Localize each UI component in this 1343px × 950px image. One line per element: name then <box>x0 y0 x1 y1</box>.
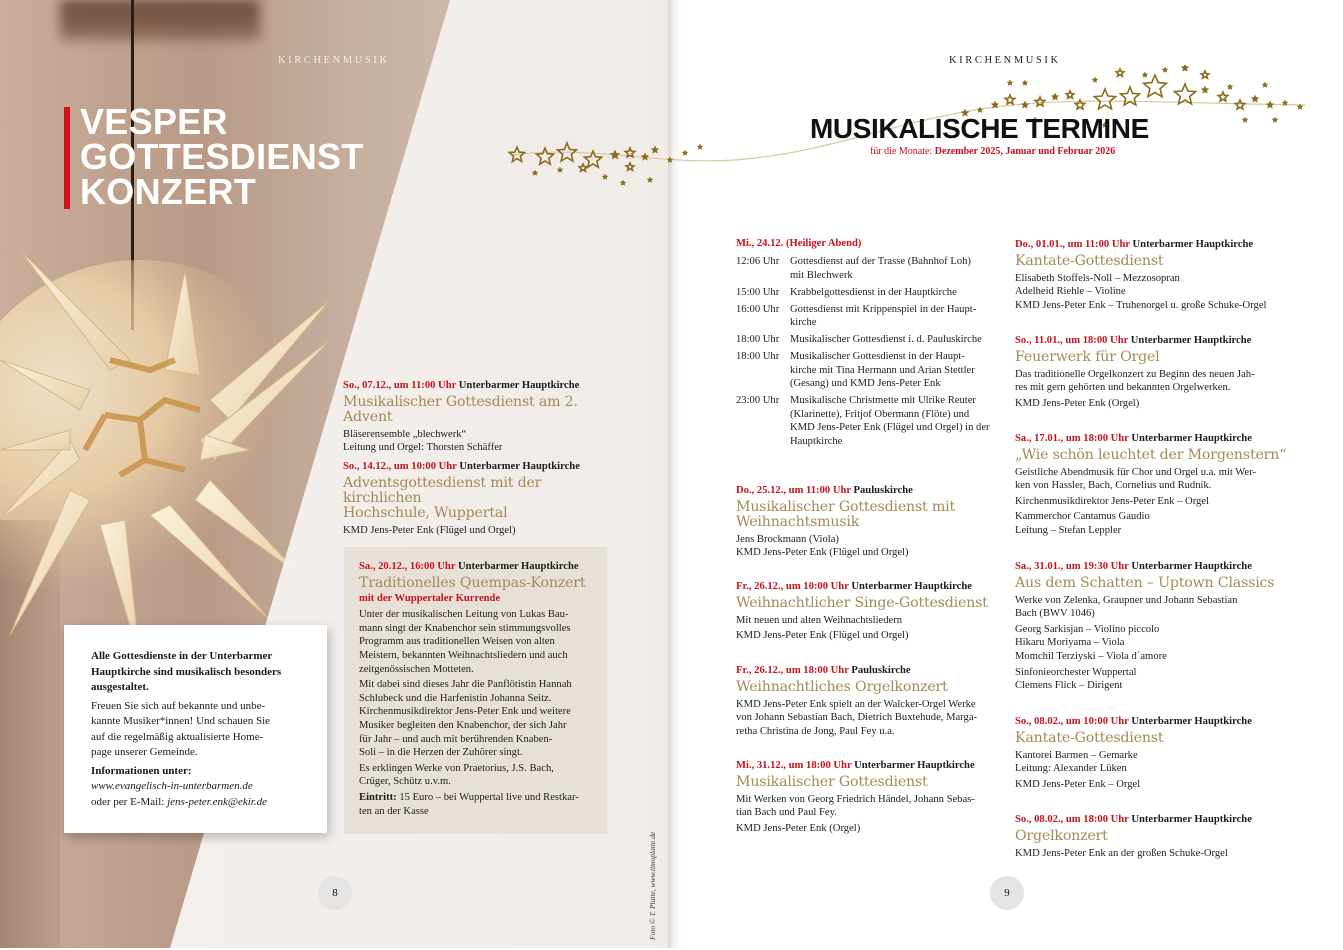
event-entry-price: Eintritt: 15 Euro – bei Wuppertal live und Restkar- ten an der Kasse <box>359 791 579 817</box>
event-entry <box>736 580 1011 643</box>
schedule-description: Musikalischer Gottesdienst in der Haupt- kirche mit Tina Hermann und Arian Stettler (Gesang) und KMD Jens-Peter Enk <box>790 351 975 389</box>
star-icon <box>557 167 563 172</box>
page-number: 8 <box>318 876 352 910</box>
star-icon <box>697 144 703 149</box>
schedule-description: Krabbelgottesdienst in der Hauptkirche <box>790 286 957 298</box>
page-subtitle: für die Monate: Dezember 2025, Januar und Februar 2026 <box>870 146 1116 157</box>
schedule-row <box>736 303 1006 330</box>
event-date: So., 11.01., um 18:00 Uhr <box>1015 335 1129 346</box>
event-location: Unterbarmer Hauptkirche <box>1131 433 1252 444</box>
star-icon <box>1181 65 1189 71</box>
event-detail: Elisabeth Stoffels-Noll – Mezzosopran Adelheid Riehle – Violine KMD Jens-Peter Enk – Truhenorgel u. große Schuke-Orgel <box>1015 272 1267 311</box>
hero-title-line: KONZERT <box>80 171 257 212</box>
event-title: Aus dem Schatten – Uptown Classics <box>1015 574 1275 591</box>
event-detail: Bläserensemble „blechwerk“ <box>343 428 467 440</box>
event-title: Feuerwerk für Orgel <box>1015 348 1160 365</box>
event-detail: Leitung und Orgel: Thorsten Schäffer <box>343 442 503 454</box>
event-detail: Werke von Zelenka, Graupner und Johann Sebastian Bach (BWV 1046) <box>1015 594 1238 620</box>
star-icon <box>647 177 653 182</box>
event-location: Unterbarmer Hauptkirche <box>458 380 580 391</box>
photo-credit: Foto © T. Platte, www.timoplatte.de <box>648 831 657 940</box>
event-title: Musikalischer Gottesdienst mit Weihnachtsmusik <box>736 498 955 530</box>
event-detail: Mit Werken von Georg Friedrich Händel, Johann Sebas- tian Bach und Paul Fey. <box>736 793 975 819</box>
event-location: Unterbarmer Hauptkirche <box>1131 814 1252 825</box>
schedule-row <box>736 394 1006 448</box>
star-icon <box>1092 77 1098 82</box>
event-detail: KMD Jens-Peter Enk (Flügel und Orgel) <box>343 524 516 536</box>
section-kicker: KIRCHENMUSIK <box>278 55 390 66</box>
event-detail: KMD Jens-Peter Enk (Orgel) <box>1015 397 1140 409</box>
event-location: Unterbarmer Hauptkirche <box>1131 561 1252 572</box>
event-location: Pauluskirche <box>853 485 913 496</box>
star-icon <box>602 174 608 179</box>
event-title: Weihnachtlicher Singe-Gottesdienst <box>736 594 988 611</box>
star-icon <box>1144 75 1167 97</box>
schedule-row <box>736 333 1006 347</box>
event-detail: KMD Jens-Peter Enk (Flügel und Orgel) <box>736 630 909 642</box>
star-icon <box>1142 72 1148 77</box>
star-icon <box>1201 86 1209 93</box>
event-date: So., 08.02., um 10:00 Uhr <box>1015 716 1129 727</box>
section-kicker: KIRCHENMUSIK <box>949 55 1061 66</box>
event-entry-featured <box>359 560 604 818</box>
star-icon <box>1035 97 1045 106</box>
event-detail: KMD Jens-Peter Enk an der großen Schuke-Orgel <box>1015 847 1228 859</box>
event-entry <box>1015 334 1305 410</box>
event-location: Unterbarmer Hauptkirche <box>854 760 975 771</box>
event-detail: KMD Jens-Peter Enk – Orgel <box>1015 778 1141 790</box>
schedule-description: Gottesdienst mit Krippenspiel in der Haupt- kirche <box>790 303 977 328</box>
event-title: Kantate-Gottesdienst <box>1015 252 1164 269</box>
info-box: Alle Gottesdienste in der Unterbarmer Hauptkirche sind musikalisch besonders ausgestaltet. Freuen Sie sich auf bekannte und unbe- kannte Musiker*innen! Und schauen Sie auf die regelmäßig aktualisierte Home- page unserer Gemeinde. Informationen unter: www.evangelisch-in-unterbarmen.de oder per E-Mail: jens-peter.enk@ekir.de <box>64 625 327 833</box>
christmas-eve-schedule <box>736 255 1006 452</box>
event-location: Unterbarmer Hauptkirche <box>458 561 579 572</box>
event-entry <box>1015 715 1305 791</box>
event-date: Sa., 17.01., um 18:00 Uhr <box>1015 433 1129 444</box>
star-icon <box>1121 87 1140 105</box>
event-date: Sa., 20.12., 16:00 Uhr <box>359 561 456 572</box>
event-title: Musikalischer Gottesdienst <box>736 773 928 790</box>
star-icon <box>1218 92 1228 101</box>
hero-title-line: GOTTESDIENST <box>80 136 364 177</box>
star-icon <box>1005 95 1015 104</box>
star-icon <box>1262 82 1268 87</box>
event-subtitle: mit der Wuppertaler Kurrende <box>359 592 501 604</box>
event-detail: KMD Jens-Peter Enk (Orgel) <box>736 822 861 834</box>
event-date: So., 07.12., um 11:00 Uhr <box>343 380 457 391</box>
event-detail: Jens Brockmann (Viola) KMD Jens-Peter Enk (Flügel und Orgel) <box>736 533 909 559</box>
event-detail: Kantorei Barmen – Gemarke Leitung: Alexander Lüken <box>1015 749 1138 775</box>
event-date: Mi., 31.12., um 18:00 Uhr <box>736 760 852 771</box>
schedule-time: 15:00 Uhr <box>736 286 780 298</box>
event-location: Unterbarmer Hauptkirche <box>1130 335 1252 346</box>
event-entry <box>343 379 613 455</box>
event-entry <box>343 460 613 537</box>
star-icon <box>610 150 620 159</box>
star-icon <box>1227 84 1233 89</box>
star-icon <box>1272 117 1278 122</box>
info-label: Informationen unter: <box>91 764 192 777</box>
star-icon <box>1162 67 1168 72</box>
event-entry <box>736 484 1011 560</box>
star-icon <box>641 153 649 160</box>
event-location: Unterbarmer Hauptkirche <box>459 461 580 472</box>
schedule-time: 16:00 Uhr <box>736 303 780 315</box>
schedule-time: 18:00 Uhr <box>736 334 780 345</box>
schedule-description: Gottesdienst auf der Trasse (Bahnhof Loh) mit Blechwerk <box>790 256 971 281</box>
star-icon <box>1201 71 1209 78</box>
website-link[interactable]: www.evangelisch-in-unterbarmen.de <box>91 780 253 792</box>
event-detail: KMD Jens-Peter Enk spielt an der Walcker-Orgel Werke von Johann Sebastian Bach, Dietrich Buxtehude, Marga- retha Christina de Jong, Paul Fey u.a. <box>736 698 978 737</box>
event-date: So., 14.12., um 10:00 Uhr <box>343 461 457 472</box>
event-detail: Kammerchor Cantamus Gaudio Leitung – Stefan Leppler <box>1015 511 1150 536</box>
event-detail: Das traditionelle Orgelkonzert zu Beginn des neuen Jah- res mit gern gehörten und bekannten Orgelwerken. <box>1015 368 1255 394</box>
star-icon <box>682 150 688 155</box>
event-location: Unterbarmer Hauptkirche <box>1131 716 1252 727</box>
star-icon <box>1021 101 1029 108</box>
event-title: Traditionelles Quempas-Konzert <box>359 574 586 591</box>
event-date: Do., 25.12., um 11:00 Uhr <box>736 485 851 496</box>
star-icon <box>579 164 587 171</box>
star-icon <box>1251 95 1259 102</box>
event-date: So., 08.02., um 18:00 Uhr <box>1015 814 1129 825</box>
schedule-time: 18:00 Uhr <box>736 351 780 362</box>
event-location: Pauluskirche <box>851 665 911 676</box>
event-entry <box>1015 238 1305 312</box>
event-date: Fr., 26.12., um 18:00 Uhr <box>736 665 849 676</box>
event-detail: Mit neuen und alten Weihnachtsliedern <box>736 614 903 626</box>
schedule-row <box>736 255 1006 282</box>
email-link[interactable]: jens-peter.enk@ekir.de <box>167 795 267 808</box>
schedule-description: Musikalische Christmette mit Ulrike Reuter (Klarinette), Fritjof Obermann (Flöte) und KMD Jens-Peter Enk (Flügel und Orgel) in der Hauptkirche <box>790 395 990 447</box>
star-icon <box>977 107 983 112</box>
star-icon <box>536 148 553 164</box>
star-icon <box>1051 93 1059 100</box>
entry-label: Eintritt: <box>359 791 397 803</box>
star-icon <box>1066 91 1074 98</box>
event-detail: Kirchenmusikdirektor Jens-Peter Enk – Orgel <box>1015 495 1209 507</box>
star-icon <box>625 148 635 157</box>
event-date: Do., 01.01., um 11:00 Uhr <box>1015 239 1130 250</box>
event-detail: Georg Sarkisjan – Violino piccolo Hikaru Moriyama – Viola Momchil Terziyski – Viola d´amore <box>1015 623 1167 662</box>
hero-title-line: VESPER <box>80 101 228 142</box>
page-number: 9 <box>990 876 1024 910</box>
event-entry <box>736 664 1011 738</box>
event-description: Unter der musikalischen Leitung von Lukas Bau- mann singt der Knabenchor sein stimmungsvolles Programm aus traditionellen Weisen von alten Meistern, bekannten Weihnachtsliedern und auch zeitgenössischen Motteten. <box>359 609 571 675</box>
event-location: Unterbarmer Hauptkirche <box>851 581 972 592</box>
schedule-description: Musikalischer Gottesdienst i. d. Pauluskirche <box>790 334 982 345</box>
event-entry <box>1015 560 1305 693</box>
schedule-time: 12:06 Uhr <box>736 256 780 267</box>
event-title: „Wie schön leuchtet der Morgenstern“ <box>1015 446 1287 463</box>
event-date: Sa., 31.01., um 19:30 Uhr <box>1015 561 1129 572</box>
star-icon <box>1175 84 1196 104</box>
title-accent-bar <box>64 107 70 209</box>
star-icon <box>651 146 659 153</box>
event-title: Weihnachtliches Orgelkonzert <box>736 678 948 695</box>
event-location: Unterbarmer Hauptkirche <box>1132 239 1254 250</box>
event-entry <box>1015 813 1305 860</box>
event-title: Adventsgottesdienst mit der kirchlichen Hochschule, Wuppertal <box>343 474 542 521</box>
event-entry <box>736 759 1011 835</box>
event-description: Es erklingen Werke von Praetorius, J.S. Bach, Crüger, Schütz u.v.m. <box>359 762 554 788</box>
hero-title <box>80 101 364 212</box>
schedule-time: 23:00 Uhr <box>736 395 780 406</box>
star-icon <box>1116 69 1124 76</box>
event-detail: Geistliche Abendmusik für Chor und Orgel u.a. mit Wer- ken von Hassler, Bach, Cornelius und Rudnik. <box>1015 466 1256 492</box>
event-title: Orgelkonzert <box>1015 827 1108 844</box>
star-icon <box>620 180 626 185</box>
event-title: Kantate-Gottesdienst <box>1015 729 1164 746</box>
star-icon <box>1095 89 1116 109</box>
star-icon <box>1266 101 1274 108</box>
star-icon <box>1242 117 1248 122</box>
event-entry <box>1015 432 1305 538</box>
star-icon <box>1007 80 1013 85</box>
star-icon <box>532 170 538 175</box>
schedule-row <box>736 286 1006 300</box>
star-icon <box>1022 80 1028 85</box>
event-detail: Sinfonieorchester Wuppertal Clemens Flick – Dirigent <box>1015 666 1137 692</box>
event-title: Musikalischer Gottesdienst am 2. Advent <box>343 393 578 425</box>
christmas-eve-heading: Mi., 24.12. (Heiliger Abend) <box>736 238 862 249</box>
event-description: Mit dabei sind dieses Jahr die Panflötistin Hannah Schlubeck und die Harfenistin Johanna Seitz. Kirchenmusikdirektor Jens-Peter Enk und weitere Musiker begleiten den Knabenchor, der sich Jahr für Jahr – und auch mit berührenden Knaben- Soli – in die Herzen der Zuhörer singt. <box>359 679 572 759</box>
event-date: Fr., 26.12., um 10:00 Uhr <box>736 581 849 592</box>
star-icon <box>626 163 634 170</box>
schedule-row <box>736 350 1006 391</box>
star-icon <box>1235 100 1245 109</box>
page-title: MUSIKALISCHE TERMINE <box>810 113 1149 144</box>
star-icon <box>667 157 673 162</box>
